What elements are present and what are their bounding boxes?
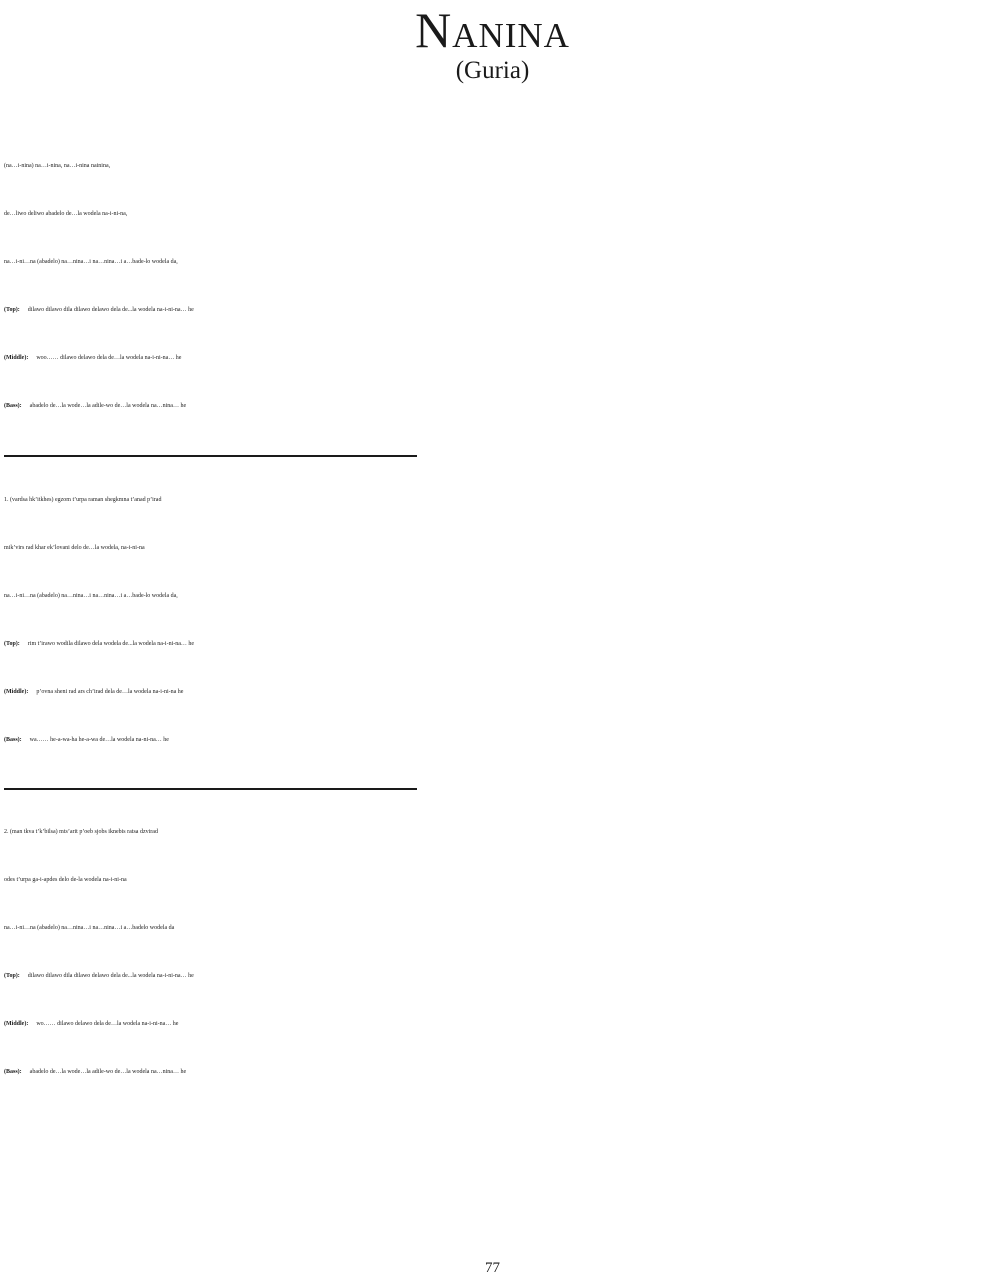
lyric-line (4, 856, 984, 904)
lyric-line-middle (4, 334, 984, 382)
section-divider (4, 455, 417, 457)
lyric-text: abadelo de…la wode…la adile-wo de…la wodela na…nina… he (29, 403, 187, 409)
lyric-line-middle (4, 668, 984, 716)
poem-line (0, 1140, 985, 1168)
voice-label-middle: (Middle): (4, 1021, 29, 1027)
lyric-line (4, 904, 984, 952)
voice-label-middle: (Middle): (4, 689, 29, 695)
lyric-text: 1. (vardsa hk’itkhes) egzom t’urpa raman shegkmna t’anad p’irad (4, 497, 162, 503)
lyric-text: de…liwo deliwo abadelo de…la wodela na-i-ni-na, (4, 211, 128, 217)
voice-label-bass: (Bass): (4, 403, 22, 409)
lyric-text: (na…i-nina) na…i-nina, na…i-nina nainina, (4, 163, 111, 169)
lyric-line (4, 142, 984, 190)
lyric-text: 2. (man tkva t’k’bilsa) mts’arit p’oeb sjobs iknebis ratsa dzvirad (4, 829, 158, 835)
lyric-text: abadelo de…la wode…la adile-wo de…la wodela na…nina… he (29, 1069, 187, 1075)
lyric-line (4, 238, 984, 286)
lyric-line-bass (4, 716, 984, 764)
lyric-text: na…i-ni…na (abadelo) na…nina…i na…nina…i a…bade-lo wodela da, (4, 593, 178, 599)
lyric-line (4, 190, 984, 238)
lyric-line-top (4, 286, 984, 334)
refrain-block (4, 142, 984, 430)
lyric-text: wa…… he-a-wa-ha he-a-wa de…la wodela na-ni-na… he (29, 737, 169, 743)
lyric-text: dilawo dilawo dila dilawo delawo dela de...la wodela na-i-ni-na… he (27, 307, 194, 313)
lyric-line (4, 808, 984, 856)
page-subtitle: (Guria) (455, 57, 530, 84)
voice-label-bass: (Bass): (4, 1069, 22, 1075)
lyric-text: woo…… dilawo delawo dela de…la wodela na-i-ni-na… he (36, 355, 182, 361)
voice-label-top: (Top): (4, 973, 20, 979)
poem-line (0, 1224, 985, 1252)
verse-1-block (4, 476, 984, 764)
lyric-line-bass (4, 1048, 984, 1096)
page-title: Nanina (415, 2, 570, 58)
voice-label-top: (Top): (4, 641, 20, 647)
lyric-line-middle (4, 1000, 984, 1048)
lyric-line-top (4, 952, 984, 1000)
lyric-line (4, 476, 984, 524)
lyric-text: rim t’irawo wodila dilawo dela wodela de...la wodela na-i-ni-na… he (27, 641, 195, 647)
poem-line (0, 1168, 985, 1196)
lyric-text: na…i-ni…na (abadelo) na…nina…i na…nina…i a…bade-lo wodela da, (4, 259, 178, 265)
page-number: 77 (485, 1260, 500, 1276)
voice-label-middle: (Middle): (4, 355, 29, 361)
lyric-text: mik’virs rad khar ek’lovani delo de…la wodela, na-i-ni-na (4, 545, 145, 551)
lyric-text: odes t’urpa ga-i-apdes delo de-la wodela na-i-ni-na (4, 877, 127, 883)
lyric-text: dilawo dilawo dila dilawo delawo dela de...la wodela na-i-ni-na… he (27, 973, 194, 979)
lyric-text: p’ovna sheni rad ars ch’irad dela de…la wodela na-i-ni-na he (36, 689, 184, 695)
lyric-line (4, 524, 984, 572)
poem-line (0, 1196, 985, 1224)
voice-label-top: (Top): (4, 307, 20, 313)
verse-2-block (4, 808, 984, 1096)
lyric-text: wo…… dilawo delawo dela de…la wodela na-i-ni-na… he (36, 1021, 179, 1027)
voice-label-bass: (Bass): (4, 737, 22, 743)
section-divider (4, 788, 417, 790)
poem-block (0, 1140, 985, 1252)
lyric-text: na…i-ni…na (abadelo) na…nina…i na…nina…i a…badelo wodela da (4, 925, 175, 931)
lyric-line (4, 572, 984, 620)
lyric-line-bass (4, 382, 984, 430)
lyric-line-top (4, 620, 984, 668)
